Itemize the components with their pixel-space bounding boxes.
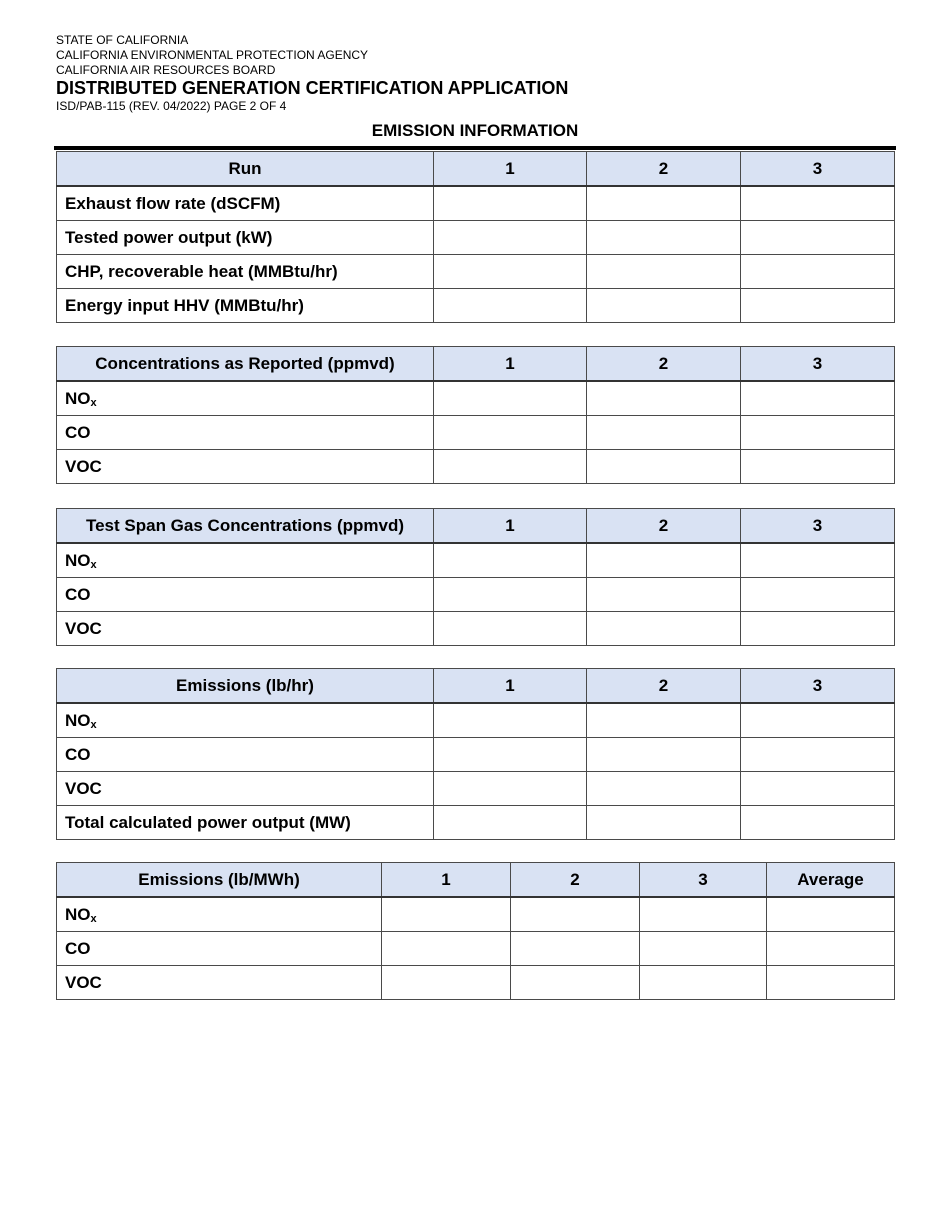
row-label: Energy input HHV (MMBtu/hr) [57,289,434,323]
row-label-nox: $NO_x$ [57,381,434,416]
table-row [57,381,895,416]
form-header [56,33,896,114]
lbmwh-co-average-field[interactable] [767,932,895,966]
chp-heat-run3-field[interactable] [741,255,895,289]
run-header-label: Run [57,152,434,187]
span-nox-run2-field[interactable] [587,543,741,578]
section-divider [54,146,896,150]
conc-nox-run3-field[interactable] [741,381,895,416]
exhaust-flow-run3-field[interactable] [741,186,895,221]
table-row [57,450,895,484]
table-row [57,738,895,772]
energy-input-run2-field[interactable] [587,289,741,323]
table-row [57,289,895,323]
lbmwh-co-run3-field[interactable] [640,932,767,966]
lbhr-voc-run1-field[interactable] [434,772,587,806]
span-gas-header-2: 2 [587,509,741,544]
energy-input-run1-field[interactable] [434,289,587,323]
table-row [57,772,895,806]
emissions-lbmwh-header-1: 1 [382,863,511,898]
row-label: VOC [57,966,382,1000]
lbmwh-nox-run1-field[interactable] [382,897,511,932]
section-title: EMISSION INFORMATION [371,121,579,140]
span-gas-table [56,508,895,646]
conc-co-run2-field[interactable] [587,416,741,450]
lbmwh-voc-run1-field[interactable] [382,966,511,1000]
total-power-run3-field[interactable] [741,806,895,840]
conc-voc-run1-field[interactable] [434,450,587,484]
lbhr-nox-run2-field[interactable] [587,703,741,738]
energy-input-run3-field[interactable] [741,289,895,323]
lbhr-voc-run2-field[interactable] [587,772,741,806]
total-power-run2-field[interactable] [587,806,741,840]
form-title: DISTRIBUTED GENERATION CERTIFICATION APPLICATION [56,78,569,98]
lbmwh-nox-run3-field[interactable] [640,897,767,932]
table-row [57,806,895,840]
span-gas-header-3: 3 [741,509,895,544]
run-header-1: 1 [434,152,587,187]
concentrations-header-1: 1 [434,347,587,382]
span-co-run1-field[interactable] [434,578,587,612]
concentrations-header-3: 3 [741,347,895,382]
span-gas-header-label: Test Span Gas Concentrations (ppmvd) [57,509,434,544]
conc-voc-run3-field[interactable] [741,450,895,484]
row-label: CHP, recoverable heat (MMBtu/hr) [57,255,434,289]
row-label: Exhaust flow rate (dSCFM) [57,186,434,221]
table-row [57,543,895,578]
row-label-nox: $NO_x$ [57,703,434,738]
lbmwh-nox-run2-field[interactable] [511,897,640,932]
table-row [57,578,895,612]
table-row [57,612,895,646]
lbmwh-nox-average-field[interactable] [767,897,895,932]
row-label: VOC [57,450,434,484]
exhaust-flow-run2-field[interactable] [587,186,741,221]
emissions-lbmwh-header-3: 3 [640,863,767,898]
chp-heat-run2-field[interactable] [587,255,741,289]
lbhr-co-run2-field[interactable] [587,738,741,772]
table-row [57,897,895,932]
emissions-lbmwh-table [56,862,895,1000]
row-label: VOC [57,772,434,806]
concentrations-header-label: Concentrations as Reported (ppmvd) [57,347,434,382]
emissions-lbmwh-header-average: Average [767,863,895,898]
emissions-lbhr-header-2: 2 [587,669,741,704]
lbhr-co-run3-field[interactable] [741,738,895,772]
row-label: Total calculated power output (MW) [57,806,434,840]
exhaust-flow-run1-field[interactable] [434,186,587,221]
agency-line-carb: CALIFORNIA AIR RESOURCES BOARD [56,63,276,77]
lbhr-nox-run3-field[interactable] [741,703,895,738]
run-header-3: 3 [741,152,895,187]
conc-voc-run2-field[interactable] [587,450,741,484]
lbhr-co-run1-field[interactable] [434,738,587,772]
table-row [57,416,895,450]
row-label: VOC [57,612,434,646]
conc-nox-run2-field[interactable] [587,381,741,416]
table-row [57,255,895,289]
emissions-lbhr-header-label: Emissions (lb/hr) [57,669,434,704]
row-label: CO [57,932,382,966]
row-label: CO [57,578,434,612]
power-output-run3-field[interactable] [741,221,895,255]
run-table [56,151,895,323]
row-label-nox: $NO_x$ [57,897,382,932]
lbmwh-voc-average-field[interactable] [767,966,895,1000]
span-gas-header-1: 1 [434,509,587,544]
span-voc-run3-field[interactable] [741,612,895,646]
lbmwh-co-run1-field[interactable] [382,932,511,966]
concentrations-header-2: 2 [587,347,741,382]
table-row [57,221,895,255]
conc-co-run3-field[interactable] [741,416,895,450]
span-voc-run2-field[interactable] [587,612,741,646]
emissions-lbhr-header-1: 1 [434,669,587,704]
lbmwh-co-run2-field[interactable] [511,932,640,966]
span-co-run3-field[interactable] [741,578,895,612]
power-output-run2-field[interactable] [587,221,741,255]
emissions-lbmwh-header-label: Emissions (lb/MWh) [57,863,382,898]
row-label: Tested power output (kW) [57,221,434,255]
agency-line-calepa: CALIFORNIA ENVIRONMENTAL PROTECTION AGENCY [56,48,369,62]
total-power-run1-field[interactable] [434,806,587,840]
lbmwh-voc-run2-field[interactable] [511,966,640,1000]
row-label: CO [57,416,434,450]
row-label: CO [57,738,434,772]
emissions-lbhr-header-3: 3 [741,669,895,704]
span-nox-run1-field[interactable] [434,543,587,578]
row-label-nox: $NO_x$ [57,543,434,578]
span-voc-run1-field[interactable] [434,612,587,646]
lbhr-voc-run3-field[interactable] [741,772,895,806]
emissions-lbmwh-header-2: 2 [511,863,640,898]
span-co-run2-field[interactable] [587,578,741,612]
conc-co-run1-field[interactable] [434,416,587,450]
emissions-lbhr-table [56,668,895,840]
table-row [57,703,895,738]
agency-line-state: STATE OF CALIFORNIA [56,33,189,47]
concentrations-table [56,346,895,484]
run-header-2: 2 [587,152,741,187]
span-nox-run3-field[interactable] [741,543,895,578]
table-row [57,966,895,1000]
chp-heat-run1-field[interactable] [434,255,587,289]
lbhr-nox-run1-field[interactable] [434,703,587,738]
lbmwh-voc-run3-field[interactable] [640,966,767,1000]
power-output-run1-field[interactable] [434,221,587,255]
table-row [57,932,895,966]
form-id: ISD/PAB-115 (REV. 04/2022) PAGE 2 OF 4 [56,99,287,113]
table-row [57,186,895,221]
conc-nox-run1-field[interactable] [434,381,587,416]
